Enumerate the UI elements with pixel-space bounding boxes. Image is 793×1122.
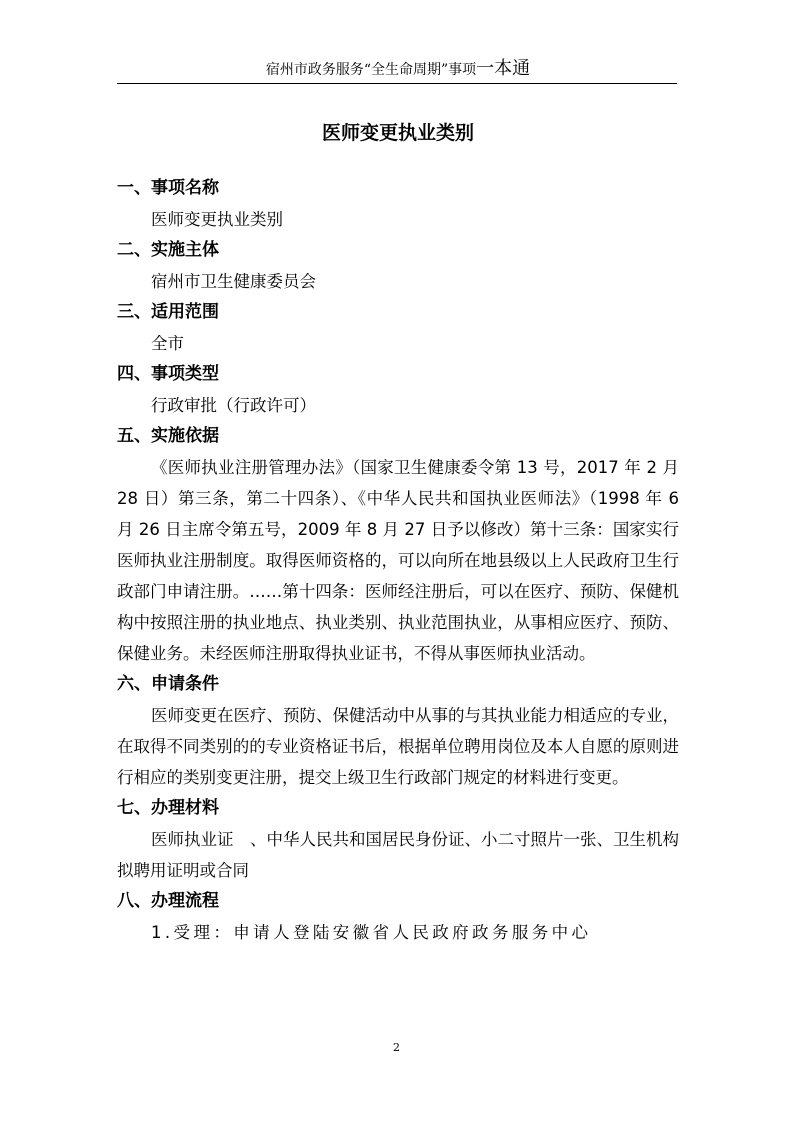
section-legal-basis xyxy=(117,421,679,669)
section-paragraph: 医师执业证 、中华人民共和国居民身份证、小二寸照片一张、卫生机构拟聘用证明或合同 xyxy=(117,830,679,880)
section-item-name xyxy=(117,173,679,235)
section-implementing-body xyxy=(117,235,679,297)
page-number: 2 xyxy=(393,1041,400,1054)
section-heading: 二、实施主体 xyxy=(117,240,219,260)
section-value: 医师变更执业类别 xyxy=(151,210,283,229)
section-heading: 五、实施依据 xyxy=(117,426,219,446)
running-header xyxy=(117,56,679,82)
header-rule xyxy=(117,83,677,84)
process-step: 1.受理：申请人登陆安徽省人民政府政务服务中心 xyxy=(151,923,592,942)
document-body xyxy=(117,173,679,948)
section-heading: 四、事项类型 xyxy=(117,364,219,384)
running-header-suffix: 一本通 xyxy=(476,58,531,79)
section-heading: 一、事项名称 xyxy=(117,178,219,198)
section-paragraph: 医师变更在医疗、预防、保健活动中从事的与其执业能力相适应的专业，在取得不同类别的的专业资格证书后，根据单位聘用岗位及本人自愿的原则进行相应的类别变更注册，提交上级卫生行政部门规定的材料进行变更。 xyxy=(117,706,679,787)
section-heading: 七、办理材料 xyxy=(117,798,219,818)
section-heading: 六、申请条件 xyxy=(117,674,219,694)
section-conditions xyxy=(117,669,679,793)
section-value: 宿州市卫生健康委员会 xyxy=(151,272,316,291)
section-scope xyxy=(117,297,679,359)
section-value: 全市 xyxy=(151,334,184,353)
section-paragraph: 《医师执业注册管理办法》（国家卫生健康委令第 13 号，2017 年 2 月 28 日）第三条，第二十四条）、《中华人民共和国执业医师法》（1998 年 6 月 26 日主席令第五号，2009 年 8 月 27 日予以修改）第十三条：国家实行医师执业注册制度。取得医师资格的，可以向所在地县级以上人民政府卫生行政部门申请注册。……第十四条：医师经注册后，可以在医疗、预防、保健机构中按照注册的执业地点、执业类别、执业范围执业，从事相应医疗、预防、保健业务。未经医师注册取得执业证书，不得从事医师执业活动。 xyxy=(117,458,679,663)
section-process xyxy=(117,886,679,948)
section-heading: 八、办理流程 xyxy=(117,891,219,911)
section-materials xyxy=(117,793,679,886)
section-item-type xyxy=(117,359,679,421)
section-heading: 三、适用范围 xyxy=(117,302,219,322)
running-header-prefix: 宿州市政务服务“全生命周期”事项 xyxy=(265,62,477,78)
document-title: 医师变更执业类别 xyxy=(321,122,474,144)
section-value: 行政审批（行政许可） xyxy=(151,396,316,415)
